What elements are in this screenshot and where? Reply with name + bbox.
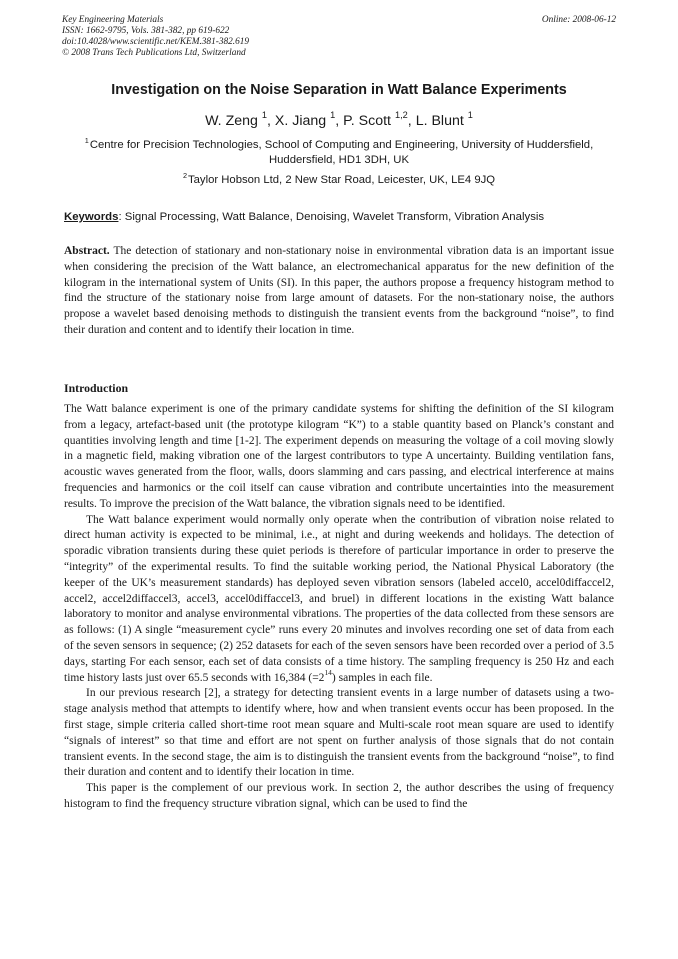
author-name: X. Jiang	[274, 113, 327, 129]
author-name: W. Zeng	[205, 113, 258, 129]
keywords-text: : Signal Processing, Watt Balance, Denoising, Wavelet Transform, Vibration Analysis	[118, 211, 545, 223]
author-affiliation-mark: 1	[330, 110, 336, 121]
affiliation-mark: 1	[84, 135, 89, 145]
abstract-text: The detection of stationary and non-stationary noise in environmental vibration data is an important issue when considering the precision of the Watt balance, an electromechanical apparatus for the new definition of the kilogram in the international system of Units (SI). In this paper, the authors propose a frequency histogram method to find the structure of the stationary noise from large amount of datasets. For the non-stationary noise, the authors propose a wavelet based denoising methods to distinguish the transient events from the background “noise”, to find their duration and content and to identify their location in time.	[64, 245, 614, 336]
journal-header	[62, 15, 249, 59]
affiliation-mark: 2	[182, 170, 188, 180]
doi-line: doi:10.4028/www.scientific.net/KEM.381-382.619	[62, 37, 250, 47]
author-name: L. Blunt	[415, 113, 464, 129]
affiliation-1	[80, 135, 598, 168]
paragraph	[64, 513, 614, 687]
journal-name: Key Engineering Materials	[62, 15, 164, 25]
affiliation-2	[40, 170, 638, 188]
author-list: W. Zeng $^1$, X. Jiang $^1$, P. Scott $^{1,2}$, L. Blunt $^1$	[205, 110, 473, 129]
copyright-line: © 2008 Trans Tech Publications Ltd, Switzerland	[62, 48, 246, 58]
keywords	[64, 210, 544, 225]
issn-line: ISSN: 1662-9795, Vols. 381-382, pp 619-622	[62, 26, 230, 36]
author-affiliation-mark: 1	[261, 110, 268, 121]
abstract-label: Abstract.	[64, 245, 110, 257]
paragraph: In our previous research [2], a strategy for detecting transient events in a large number of datasets using a two-stage analysis method that attempts to identify where, how and when transient events occur has been proposed. In the first stage, simple criteria called short-time root mean square and Multi-scale root mean square are used to identify “signals of interest” so that time and effort are not spent on further analysis of those signals that do not contain transient events. In the second stage, the aim is to distinguish the transient events from the background “noise”, to find their duration and content and to identify their location in time.	[64, 687, 614, 779]
paragraph: This paper is the complement of our previous work. In section 2, the author describes the using of frequency histogram to find the frequency structure vibration signal, which can be used to find the	[64, 782, 614, 810]
author-affiliation-mark: 1	[467, 110, 473, 121]
author-affiliation-mark: 1,2	[394, 110, 408, 121]
affiliation-text: Centre for Precision Technologies, School of Computing and Engineering, University of Huddersfield, Huddersfield, HD1 3DH, UK	[89, 139, 594, 166]
online-date: Online: 2008-06-12	[541, 15, 616, 25]
paper-title: Investigation on the Noise Separation in Watt Balance Experiments	[111, 82, 567, 98]
author-name: P. Scott	[343, 113, 392, 129]
paragraph-text: ) samples in each file.	[331, 671, 433, 684]
paragraph-text: The Watt balance experiment would normally only operate when the contribution of vibration noise related to direct human activity is expected to be minimal, i.e., at night and during weekends and holidays. The detection of sporadic vibration transients during these quiet periods is therefore of particular importance in order to preserve the “integrity” of the experimental results. To find the suitable working period, the National Physical Laboratory (the keeper of the UK’s measurement standards) has deployed seven vibration sensors (labeled accel0, accel0diffaccel2, accel2, accel2diffaccel3, accel3, accel0diffaccel3, and bruel) in different locations in the existing Watt balance laboratory to monitor and analyse environmental vibrations. The properties of the data collected from these sensors are as follows: (1) A single “measurement cycle” runs every 20 minutes and involves recording one set of data from each of the seven sensors in sequence; (2) 252 datasets for each of the seven sensors have been recorded over a period of 3.5 days, starting For each sensor, each set of data consists of a time history. The sampling frequency is 250 Hz and each time history lasts just over 65.5 seconds with 16,384 (=2	[64, 513, 614, 684]
affiliation-text: Taylor Hobson Ltd, 2 New Star Road, Leicester, UK, LE4 9JQ	[187, 174, 496, 186]
introduction-body	[64, 402, 614, 813]
keywords-label: Keywords	[64, 211, 119, 223]
exponent: 14	[324, 667, 332, 677]
section-heading: Introduction	[64, 381, 129, 395]
paragraph: The Watt balance experiment is one of the primary candidate systems for shifting the definition of the SI kilogram from a legacy, artefact-based unit (the prototype kilogram “K”) to a stable quantity based on Planck’s constant and quantities involving length and time [1-2]. The experiment depends on measuring the voltage of a coil moving slowly in a magnetic field, making vibration one of the largest contributors to type A uncertainty. Building ventilation fans, acoustic waves generated from the floor, walls, doors slamming and cars passing, and electrical interference at mains frequencies and harmonics or the coil itself can cause vibration and contribute uncertainties into the measurement results. To improve the precision of the Watt balance, the vibration signals need to be identified.	[64, 403, 614, 510]
abstract	[64, 244, 614, 339]
